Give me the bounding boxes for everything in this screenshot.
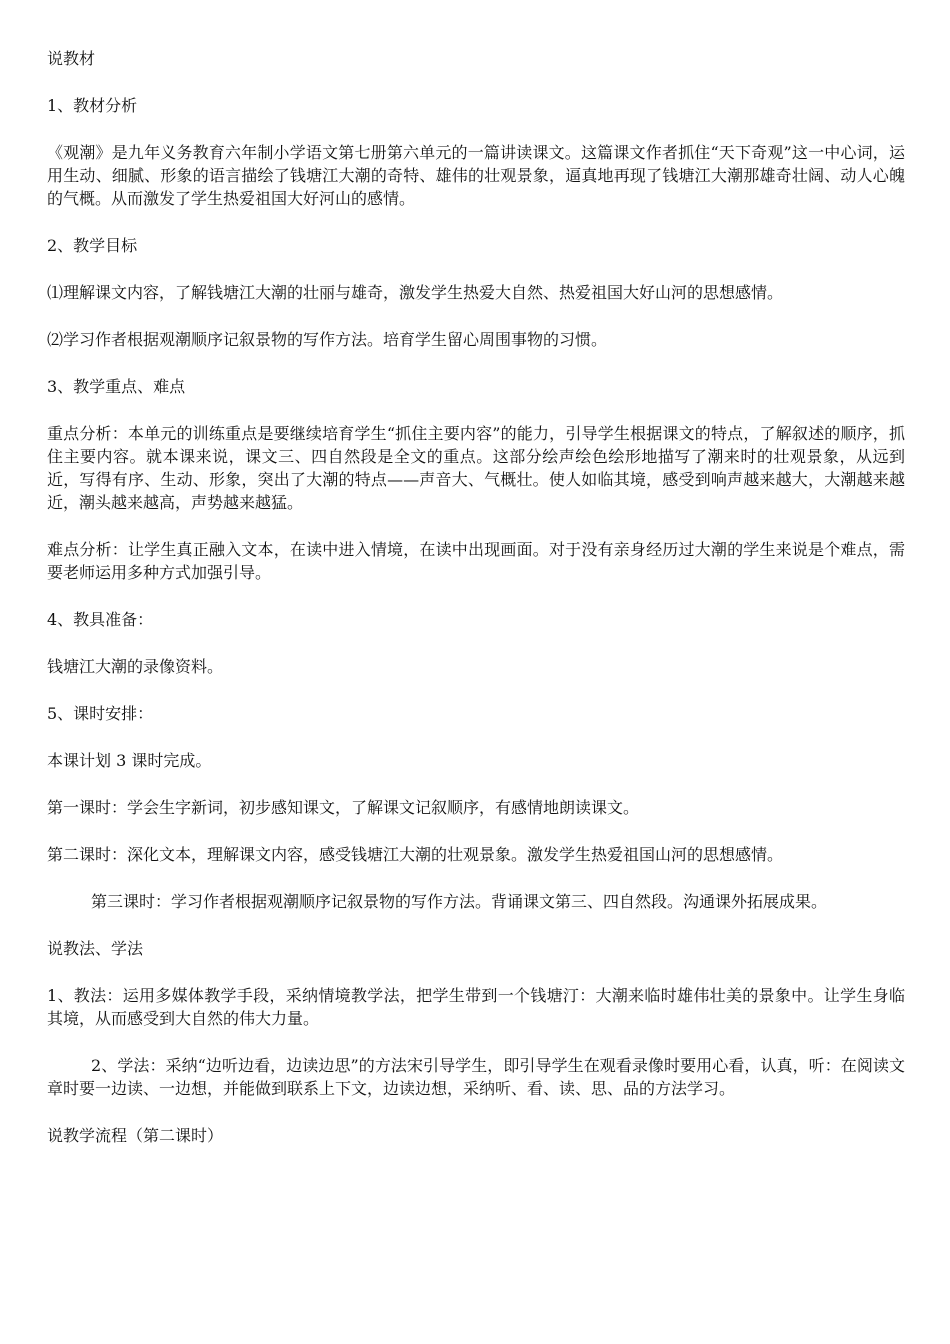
paragraph-difficulty-analysis: 难点分析：让学生真正融入文本，在读中进入情境，在读中出现画面。对于没有亲身经历过大潮的学生来说是个难点，需要老师运用多种方式加强引导。 (47, 540, 905, 582)
paragraph-goal-1: ⑴理解课文内容，了解钱塘江大潮的壮丽与雄奇，激发学生热爱大自然、热爱祖国大好山河的思想感情。 (47, 283, 784, 302)
paragraph-textbook-analysis: 《观潮》是九年义务教育六年制小学语文第七册第六单元的一篇讲读课文。这篇课文作者抓住“天下奇观”这一中心词，运用生动、细腻、形象的语言描绘了钱塘江大潮的奇特、雄伟的壮观景象，逼真地再现了钱塘江大潮那雄奇壮阔、动人心魄的气概。从而激发了学生热爱祖国大好河山的感情。 (47, 143, 905, 208)
paragraph-lesson-2: 第二课时：深化文本，理解课文内容，感受钱塘江大潮的壮观景象。激发学生热爱祖国山河的思想感情。 (47, 845, 784, 864)
heading-teaching-process: 说教学流程（第二课时） (47, 1126, 224, 1145)
heading-methods: 说教法、学法 (47, 939, 144, 958)
section-heading-schedule: 5、课时安排： (47, 704, 154, 723)
section-heading-teaching-aids: 4、教具准备： (47, 610, 154, 629)
paragraph-schedule-plan: 本课计划 3 课时完成。 (47, 751, 212, 770)
paragraph-teaching-method: 1、教法：运用多媒体教学手段，采纳情境教学法，把学生带到一个钱塘汀：大潮来临时雄伟壮美的景象中。让学生身临其境，从而感受到大自然的伟大力量。 (47, 986, 905, 1028)
paragraph-teaching-aids: 钱塘江大潮的录像资料。 (47, 657, 224, 676)
paragraph-lesson-1: 第一课时：学会生字新词，初步感知课文，了解课文记叙顺序，有感情地朗读课文。 (47, 798, 640, 817)
section-heading-teaching-goals: 2、教学目标 (47, 236, 138, 255)
heading-shuo-jiaocai: 说教材 (47, 49, 96, 68)
document-page (47, 47, 905, 1171)
paragraph-lesson-3: 第三课时：学习作者根据观潮顺序记叙景物的写作方法。背诵课文第三、四自然段。沟通课外拓展成果。 (91, 892, 828, 911)
paragraph-key-point-analysis: 重点分析：本单元的训练重点是要继续培育学生“抓住主要内容”的能力，引导学生根据课文的特点，了解叙述的顺序，抓住主要内容。就本课来说，课文三、四自然段是全文的重点。这部分绘声绘色绘形地描写了潮来时的壮观景象，从远到近，写得有序、生动、形象，突出了大潮的特点——声音大、气概壮。使人如临其境，感受到响声越来越大，大潮越来越近，潮头越来越高，声势越来越猛。 (47, 424, 905, 512)
section-heading-textbook-analysis: 1、教材分析 (47, 96, 138, 115)
paragraph-learning-method: 2、学法：采纳“边听边看，边读边思”的方法宋引导学生，即引导学生在观看录像时要用心看，认真，听：在阅读文章时要一边读、一边想，并能做到联系上下文，边读边想，采纳听、看、读、思、品的方法学习。 (47, 1056, 905, 1098)
section-heading-key-points: 3、教学重点、难点 (47, 377, 186, 396)
paragraph-goal-2: ⑵学习作者根据观潮顺序记叙景物的写作方法。培育学生留心周围事物的习惯。 (47, 330, 608, 349)
